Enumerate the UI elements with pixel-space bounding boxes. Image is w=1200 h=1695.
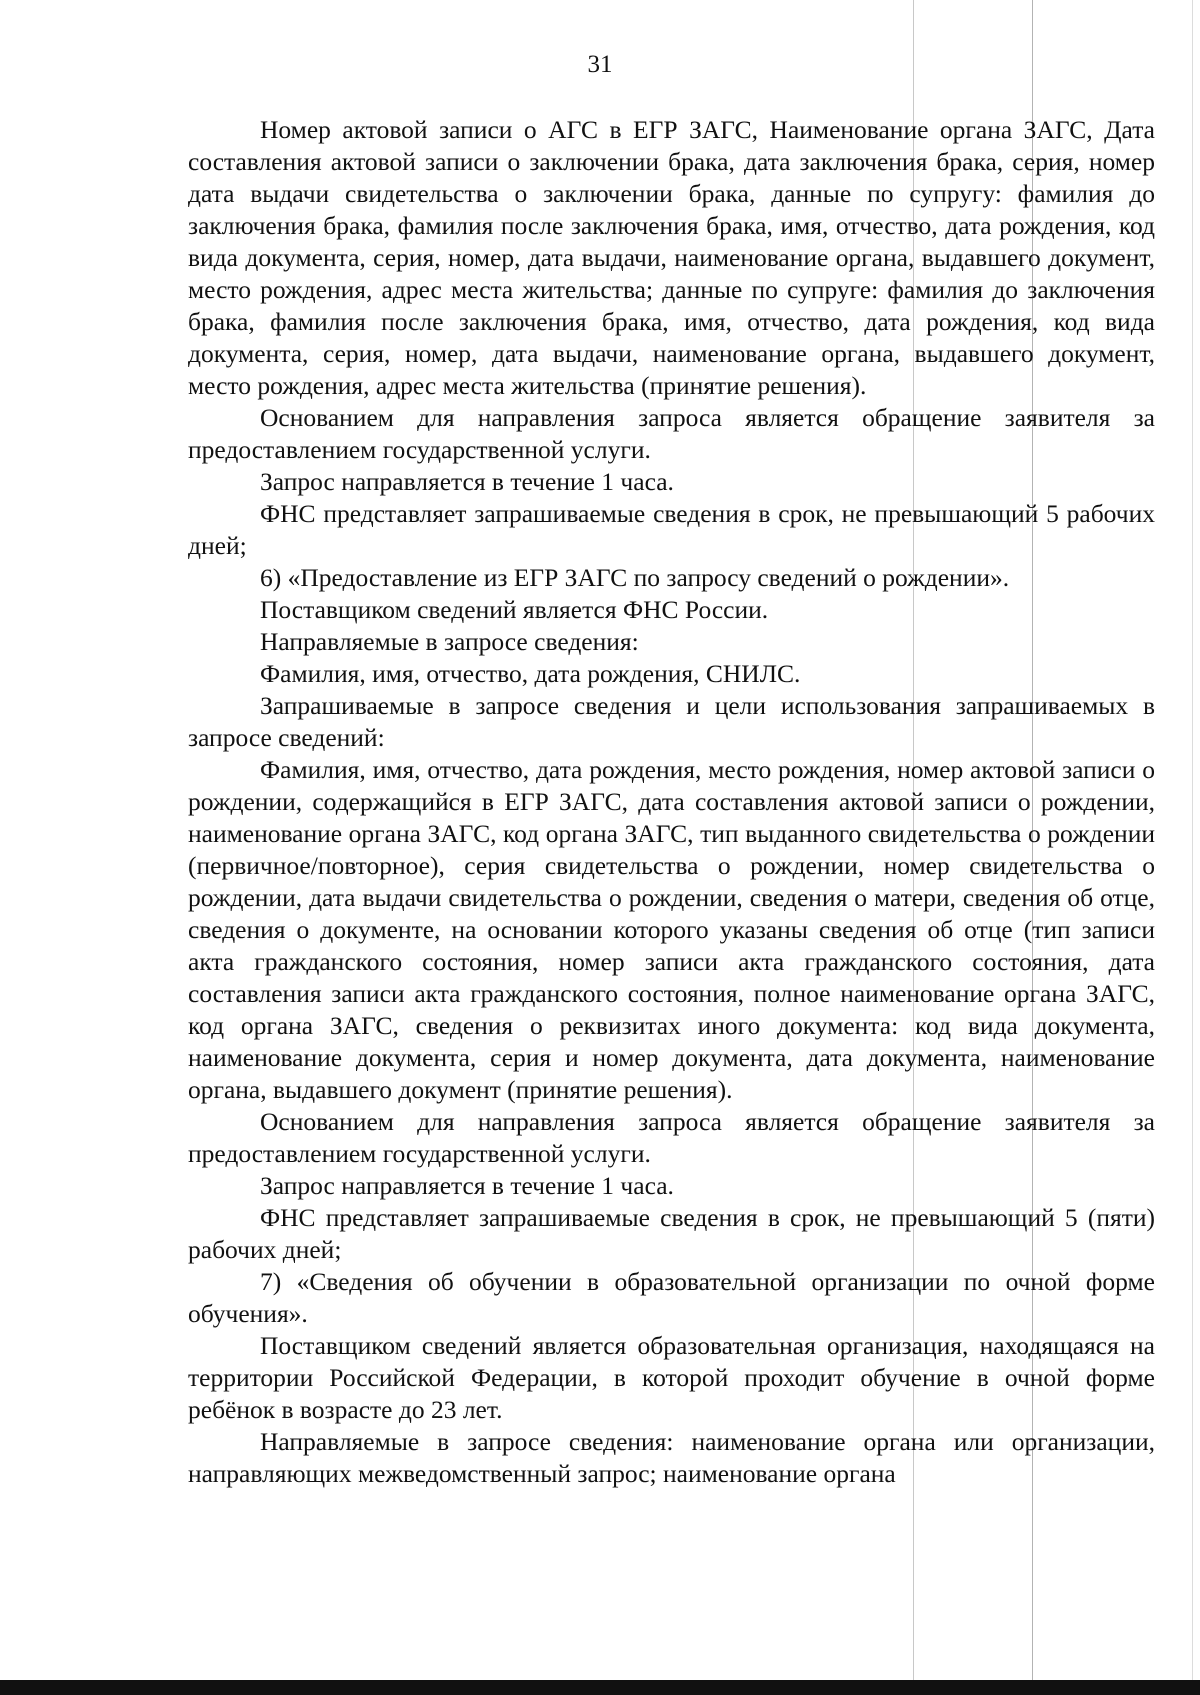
paragraph: Направляемые в запросе сведения: [260,627,639,656]
paragraph: Фамилия, имя, отчество, дата рождения, СНИЛС. [260,659,801,688]
paragraph: Номер актовой записи о АГС в ЕГР ЗАГС, Наименование органа ЗАГС, Дата составления актовой записи о заключении брака, дата заключения брака, серия, номер дата выдачи свидетельства о заключении брака, данные по супругу: фамилия до заключения брака, фамилия после заключения брака, имя, отчество, дата рождения, код вида документа, серия, номер, дата выдачи, наименование органа, выдавшего документ, место рождения, адрес места жительства; данные по супруге: фамилия до заключения брака, фамилия после заключения брака, имя, отчество, дата рождения, код вида документа, серия, номер, дата выдачи, наименование органа, выдавшего документ, место рождения, адрес места жительства (принятие решения). [188,115,1155,400]
document-body [188,114,1155,1490]
paragraph: Поставщиком сведений является образовательная организация, находящаяся на территории Российской Федерации, в которой проходит обучение в очной форме ребёнок в возрасте до 23 лет. [188,1331,1155,1424]
page-number: 31 [587,51,613,78]
paragraph: Запрос направляется в течение 1 часа. [260,1171,674,1200]
paragraph: 7) «Сведения об обучении в образовательной организации по очной форме обучения». [188,1267,1155,1328]
paragraph: ФНС представляет запрашиваемые сведения в срок, не превышающий 5 рабочих дней; [188,499,1155,560]
paragraph: Основанием для направления запроса является обращение заявителя за предоставлением государственной услуги. [188,1107,1155,1168]
paragraph: Фамилия, имя, отчество, дата рождения, место рождения, номер актовой записи о рождении, содержащийся в ЕГР ЗАГС, дата составления актовой записи о рождении, наименование органа ЗАГС, код органа ЗАГС, тип выданного свидетельства о рождении (первичное/повторное), серия свидетельства о рождении, номер свидетельства о рождении, дата выдачи свидетельства о рождении, сведения о матери, сведения об отце, сведения о документе, на основании которого указаны сведения об отце (тип записи акта гражданского состояния, номер записи акта гражданского состояния, дата составления записи акта гражданского состояния, полное наименование органа ЗАГС, код органа ЗАГС, сведения о реквизитах иного документа: код вида документа, наименование документа, серия и номер документа, дата документа, наименование органа, выдавшего документ (принятие решения). [188,755,1155,1104]
paragraph: ФНС представляет запрашиваемые сведения в срок, не превышающий 5 (пяти) рабочих дней; [188,1203,1155,1264]
paragraph: Запрос направляется в течение 1 часа. [260,467,674,496]
scan-bottom-edge [0,1680,1200,1695]
paragraph: Запрашиваемые в запросе сведения и цели использования запрашиваемых в запросе сведений: [188,691,1155,752]
scan-artifact-line [1192,0,1193,1680]
paragraph: 6) «Предоставление из ЕГР ЗАГС по запросу сведений о рождении». [260,563,1010,592]
paragraph: Основанием для направления запроса является обращение заявителя за предоставлением государственной услуги. [188,403,1155,464]
paragraph: Направляемые в запросе сведения: наименование органа или организации, направляющих межведомственный запрос; наименование органа [188,1427,1155,1488]
paragraph: Поставщиком сведений является ФНС России. [260,595,769,624]
